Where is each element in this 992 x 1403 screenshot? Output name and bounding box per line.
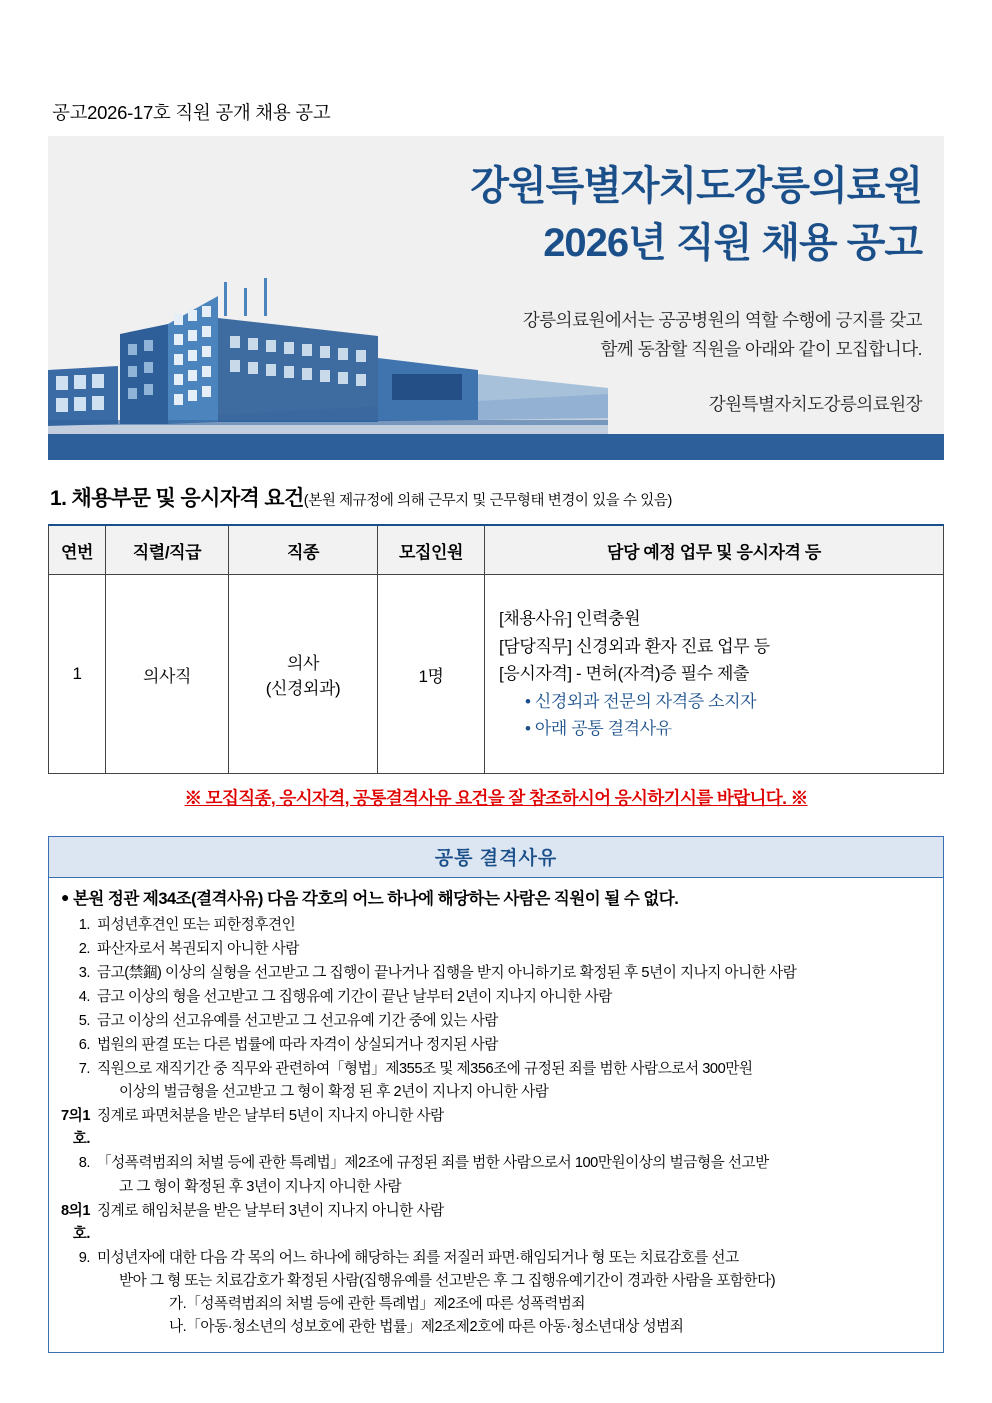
item-text: 징계로 파면처분을 받은 날부터 5년이 지나지 아니한 사람 — [97, 1108, 444, 1125]
item-number: 8. — [78, 1155, 90, 1172]
item-text-main: 미성년자에 대한 다음 각 목의 어느 하나에 해당하는 죄를 저질러 파면·해임되거나 형 또는 치료감호를 선고 — [97, 1249, 739, 1266]
cell-no: 1 — [49, 575, 106, 774]
recruitment-table — [48, 524, 944, 774]
disqualification-box — [48, 836, 944, 1353]
list-item — [61, 962, 931, 985]
banner-title — [470, 158, 922, 272]
section-1-note: (본원 제규정에 의해 근무지 및 근무형태 변경이 있을 수 있음) — [303, 493, 672, 509]
cell-detail — [485, 575, 944, 774]
item-text-cont: 받아 그 형 또는 치료감호가 확정된 사람(집행유예를 선고받은 후 그 집행유예기간이 경과한 사람을 포함한다) — [119, 1272, 776, 1289]
item-text — [97, 1152, 931, 1198]
list-item — [61, 1247, 931, 1339]
item-number: 7의1호. — [61, 1108, 90, 1148]
document-number: 공고2026-17호 직원 공개 채용 공고 — [52, 102, 331, 123]
disqualification-lead-text: 본원 정관 제34조(결격사유) 다음 각호의 어느 하나에 해당하는 사람은 직원이 될 수 없다. — [72, 890, 679, 908]
detail-bullet-2: • 아래 공통 결격사유 — [525, 719, 672, 739]
item-text: 징계로 해임처분을 받은 날부터 3년이 지나지 아니한 사람 — [97, 1202, 444, 1219]
list-item — [61, 986, 931, 1009]
list-item — [61, 1010, 931, 1033]
banner-body — [523, 306, 922, 364]
item-number: 8의1호. — [61, 1202, 90, 1242]
list-item — [61, 1152, 931, 1198]
item-number: 9. — [78, 1249, 90, 1266]
table-header-row — [49, 525, 944, 575]
list-item — [61, 1200, 931, 1246]
item-text: 금고 이상의 선고유예를 선고받고 그 선고유예 기간 중에 있는 사람 — [97, 1013, 498, 1030]
cell-job-line2: (신경외과) — [265, 679, 341, 698]
disqualification-body — [49, 878, 943, 1352]
list-item — [61, 1105, 931, 1151]
list-item — [61, 1034, 931, 1057]
table-row — [49, 575, 944, 774]
item-number: 2. — [78, 941, 90, 958]
cell-job-line1: 의사 — [286, 654, 320, 673]
item-text — [97, 1058, 931, 1104]
disqualification-lead — [61, 885, 931, 909]
detail-line-reason: [채용사유] 인력충원 — [499, 609, 641, 629]
item-text-main: 「성폭력범죄의 처벌 등에 관한 특례법」제2조에 규정된 죄를 범한 사람으로서 100만원이상의 벌금형을 선고받 — [97, 1155, 769, 1172]
item-text: 피성년후견인 또는 피한정후견인 — [97, 917, 296, 933]
cell-series: 의사직 — [106, 575, 229, 774]
list-item — [61, 914, 931, 937]
detail-bullet-1: • 신경외과 전문의 자격증 소지자 — [525, 691, 757, 711]
item-text-main: 직원으로 재직기간 중 직무와 관련하여「형법」제355조 및 제356조에 규정된 죄를 범한 사람으로서 300만원 — [97, 1061, 753, 1078]
bullet-dot-icon: ● — [61, 889, 69, 905]
header-job: 직종 — [229, 525, 378, 575]
item-text-cont: 고 그 형이 확정된 후 3년이 지나지 아니한 사람 — [119, 1178, 402, 1195]
item-number: 6. — [78, 1037, 90, 1054]
announcement-banner — [48, 136, 944, 460]
banner-title-line2: 2026년 직원 채용 공고 — [543, 220, 922, 265]
header-count: 모집인원 — [378, 525, 485, 575]
header-no: 연번 — [49, 525, 106, 575]
banner-body-line2: 함께 동참할 직원을 아래와 같이 모집합니다. — [600, 338, 922, 359]
banner-signature: 강원특별자치도강릉의료원장 — [708, 394, 922, 414]
banner-bottom-bar — [48, 434, 944, 460]
item-text: 파산자로서 복권되지 아니한 사람 — [97, 941, 299, 958]
item-number: 5. — [78, 1013, 90, 1030]
item-number: 7. — [78, 1061, 90, 1078]
item-subitem-a: 가.「성폭력범죄의 처벌 등에 관한 특례법」제2조에 따른 성폭력범죄 — [169, 1295, 586, 1312]
warning-notice — [48, 785, 944, 810]
item-number: 4. — [78, 989, 90, 1006]
banner-body-line1: 강릉의료원에서는 공공병원의 역할 수행에 긍지를 갖고 — [522, 310, 922, 330]
item-text: 금고 이상의 형을 선고받고 그 집행유예 기간이 끝난 날부터 2년이 지나지 아니한 사람 — [97, 989, 612, 1006]
item-text-cont: 이상의 벌금형을 선고받고 그 형이 확정 된 후 2년이 지나지 아니한 사람 — [119, 1084, 549, 1101]
cell-job — [229, 575, 378, 774]
list-item — [61, 1058, 931, 1104]
disqualification-list — [61, 914, 931, 1339]
item-text: 금고(禁錮) 이상의 실형을 선고받고 그 집행이 끝나거나 집행을 받지 아니하기로 확정된 후 5년이 지나지 아니한 사람 — [97, 965, 797, 982]
section-1-title — [48, 482, 944, 512]
detail-line-duty: [담당직무] 신경외과 환자 진료 업무 등 — [499, 636, 770, 656]
item-text — [97, 1247, 931, 1339]
disqualification-title: 공통 결격사유 — [49, 837, 943, 878]
header-detail: 담당 예정 업무 및 응시자격 등 — [485, 525, 944, 575]
item-number: 1. — [78, 917, 90, 933]
detail-line-qualification: [응시자격] - 면허(자격)증 필수 제출 — [499, 664, 750, 684]
header-series: 직렬/직급 — [106, 525, 229, 575]
item-subitem-b: 나.「아동·청소년의 성보호에 관한 법률」제2조제2호에 따른 아동·청소년대상 성범죄 — [169, 1318, 684, 1335]
cell-count: 1명 — [378, 575, 485, 774]
banner-title-line1: 강원특별자치도강릉의료원 — [470, 164, 922, 208]
list-item — [61, 938, 931, 961]
section-1-heading: 1. 채용부문 및 응시자격 요건 — [50, 487, 304, 510]
item-number: 3. — [78, 965, 90, 982]
warning-notice-text: ※ 모집직종, 응시자격, 공통결격사유 요건을 잘 참조하시어 응시하기시를 바랍니다. ※ — [184, 788, 808, 808]
item-text: 법원의 판결 또는 다른 법률에 따라 자격이 상실되거나 정지된 사람 — [97, 1037, 498, 1054]
